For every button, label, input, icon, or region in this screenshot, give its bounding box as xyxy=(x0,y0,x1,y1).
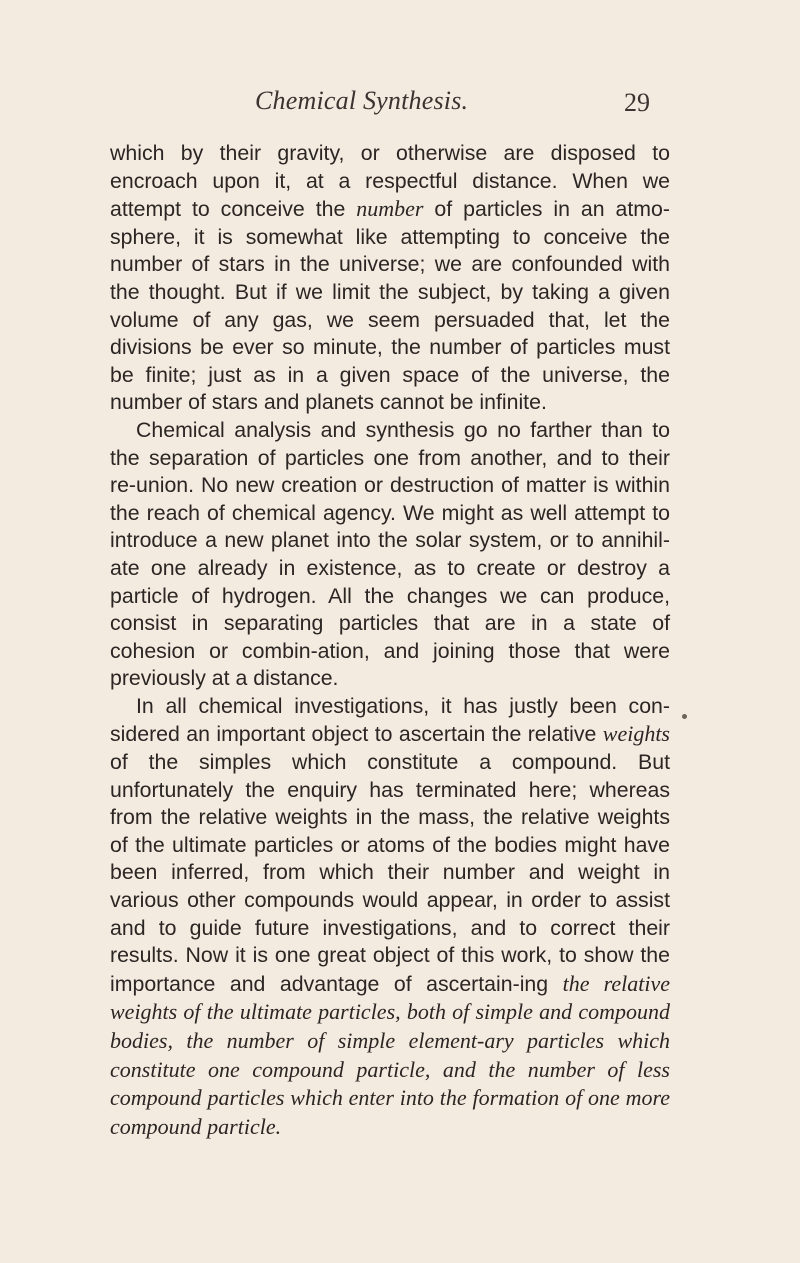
text-segment: In all chemical investigations, it has justly been con-sidered an important object to ascertain the relative xyxy=(110,693,670,747)
paragraph-1 xyxy=(110,140,670,417)
text-segment: of particles in an atmo-sphere, it is somewhat like attempting to conceive the number of stars in the universe; we are confounded with the thought. But if we limit the subject, by taking a given volume of any gas, we seem persuaded that, let the divisions be ever so minute, the number of particles must be finite; just as in a given space of the universe, the number of stars and planets cannot be infinite. xyxy=(110,197,670,415)
body-text xyxy=(110,140,670,1141)
paragraph-3 xyxy=(110,693,670,1142)
italic-segment: the relative weights of the ultimate particles, both of simple and compound bodies, the number of simple element-ary particles which constitute one compound particle, and the number of less compound particles which enter into the formation of one more compound particle. xyxy=(110,970,670,1139)
page-number: 29 xyxy=(624,88,650,117)
running-head xyxy=(110,86,650,126)
paragraph-2 xyxy=(110,417,670,693)
italic-segment: number xyxy=(356,196,424,222)
italic-segment: weights xyxy=(602,721,670,747)
running-title: Chemical Synthesis. xyxy=(255,86,469,115)
text-segment: of the simples which constitute a compound. But unfortunately the enquiry has terminated here; whereas from the relative weights in the mass, the relative weights of the ultimate particles or atoms of the bodies might have been inferred, from which their number and weight in various other compounds would appear, in order to assist and to guide future investigations, and to correct their results. Now it is one great object of this work, to show the importance and advantage of ascertain-ing xyxy=(110,750,670,996)
text-segment: which by their gravity, or otherwise are disposed to encroach upon it, at a respectful distance. When we attempt to conceive the xyxy=(110,141,670,222)
margin-mark xyxy=(682,714,687,719)
text-segment: Chemical analysis and synthesis go no farther than to the separation of particles one from another, and to their re-union. No new creation or destruction of matter is within the reach of chemical agency. We might as well attempt to introduce a new planet into the solar system, or to annihil-ate one already in existence, as to create or destroy a particle of hydrogen. All the changes we can produce, consist in separating particles that are in a state of cohesion or combin-ation, and joining those that were previously at a distance. xyxy=(110,417,670,691)
